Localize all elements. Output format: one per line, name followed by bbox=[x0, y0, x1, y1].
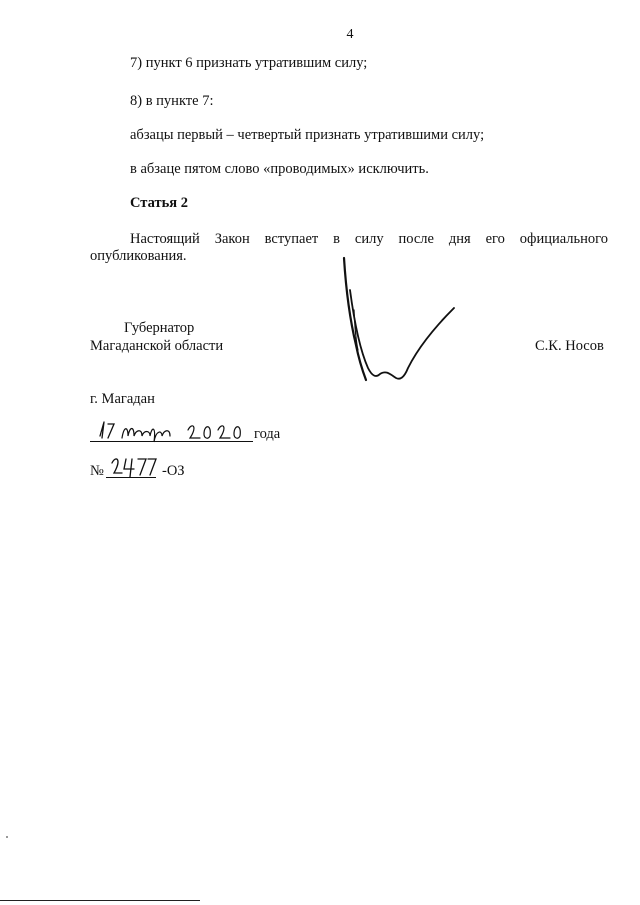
handwritten-date-image bbox=[94, 418, 254, 444]
number-suffix: -ОЗ bbox=[162, 463, 185, 479]
page-number: 4 bbox=[346, 27, 354, 42]
list-item-7: 7) пункт 6 признать утратившим силу; bbox=[130, 55, 368, 71]
date-suffix: года bbox=[254, 426, 281, 442]
handwritten-number-image bbox=[110, 455, 158, 479]
governor-name: С.К. Носов bbox=[535, 338, 604, 354]
governor-title: Губернатор bbox=[124, 320, 195, 336]
paragraph-abzac-pyatyi: в абзаце пятом слово «проводимых» исключить. bbox=[130, 161, 429, 177]
place-of-signing: г. Магадан bbox=[90, 391, 155, 407]
footer-rule bbox=[0, 900, 200, 901]
governor-region: Магаданской области bbox=[90, 338, 224, 354]
number-sign: № bbox=[90, 463, 104, 479]
article-text-line1: Настоящий Закон вступает в силу после дня его официального bbox=[130, 231, 608, 247]
signature-image bbox=[330, 250, 470, 390]
page-mark bbox=[6, 836, 8, 838]
article-heading: Статья 2 bbox=[130, 195, 188, 211]
list-item-8: 8) в пункте 7: bbox=[130, 93, 214, 109]
article-text-line2: опубликования. bbox=[90, 248, 187, 264]
paragraph-abzacy: абзацы первый – четвертый признать утратившими силу; bbox=[130, 127, 485, 143]
